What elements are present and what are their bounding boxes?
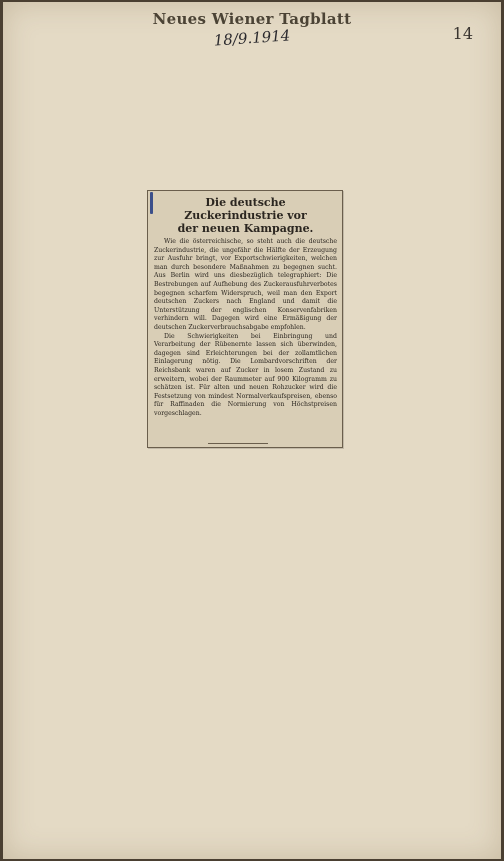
article-body	[154, 238, 337, 418]
article-end-rule	[208, 443, 268, 444]
article-paragraph-2: Die Schwierigkeiten bei Einbringung und Verarbeitung der Rübenernte lassen sich überwinden, dagegen sind Erleichterungen bei der zollamtlichen Einlagerung nötig. Die Lombardvorschriften der Reichsbank waren auf Zucker in losem Zustand zu erweitern, wobei der Raummeter auf 900 Kilogramm zu schätzen ist. Für alten und neuen Rohzucker wird die Festsetzung von mindest Normalverkaufspreisen, ebenso für Raffinaden die Normierung von Höchstpreisen vorgeschlagen.	[154, 332, 337, 417]
article-title	[154, 196, 337, 235]
newspaper-name: Neues Wiener Tagblatt	[152, 10, 352, 28]
article-title-line1: Die deutsche Zuckerindustrie vor	[184, 196, 307, 222]
page-number: 14	[452, 24, 473, 43]
blue-pencil-mark	[150, 192, 153, 214]
article-title-line2: der neuen Kampagne.	[177, 222, 314, 235]
article-paragraph-1: Wie die österreichische, so steht auch die deutsche Zuckerindustrie, die ungefähr die Hälfte der Erzeugung zur Ausfuhr bringt, vor Exportschwierigkeiten, welchen man durch besondere Maßnahmen zu begegnen sucht. Aus Berlin wird uns diesbezüglich telegraphiert: Die Bestrebungen auf Aufhebung des Zuckerausfuhrverbotes begegnen scharfem Widerspruch, weil man den Export deutschen Zuckers nach England und damit die Unterstützung der englischen Konservenfabriken verhindern will. Dagegen wird eine Ermäßigung der deutschen Zuckerverbrauchsabgabe empfohlen.	[154, 238, 337, 331]
newspaper-clipping	[147, 190, 343, 448]
handwritten-date: 18/9.1914	[213, 26, 291, 50]
